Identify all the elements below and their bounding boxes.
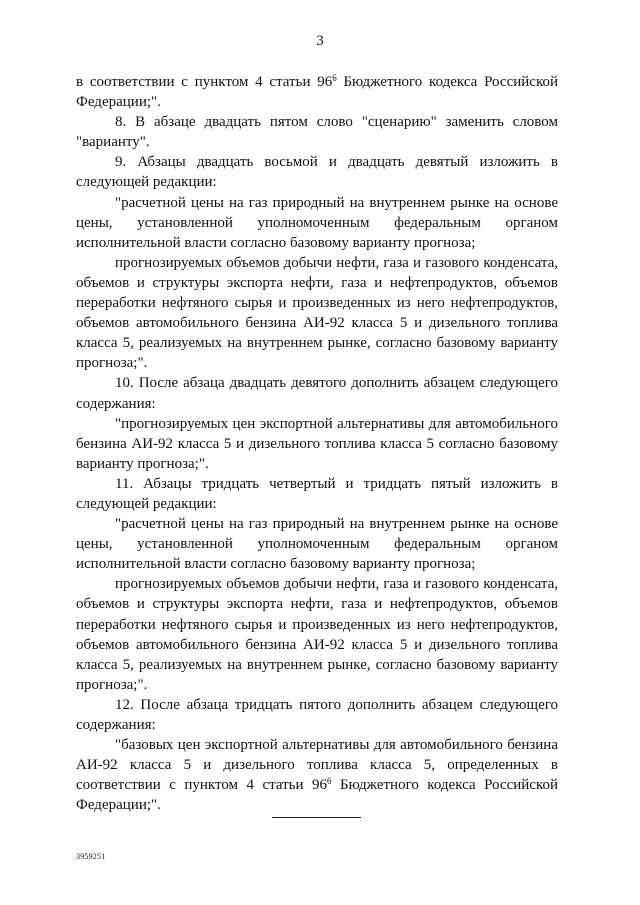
paragraph-item-11: 11. Абзацы тридцать четвертый и тридцать пятый изложить в следующей редакции:: [76, 475, 558, 512]
paragraph-quote-export-prices: "прогнозируемых цен экспортной альтернативы для автомобильного бензина АИ-92 класса 5 и дизельного топлива класса 5 согласно базовому варианту прогноза;".: [76, 415, 558, 472]
paragraph-item-10: 10. После абзаца двадцать девятого дополнить абзацем следующего содержания:: [76, 375, 558, 412]
superscript: 6: [327, 776, 332, 787]
paragraph-continuation: в соответствии с пунктом 4 статьи $96^6$ Бюджетного кодекса Российской Федерации;".: [76, 73, 558, 111]
paragraph-quote-volumes-2: прогнозируемых объемов добычи нефти, газа и газового конденсата, объемов и структуры экспорта нефти, газа и нефтепродуктов, объемов переработки нефтяного сырья и произведенных из него нефтепродуктов, объемов автомобильного бензина АИ-92 класса 5 и дизельного топлива класса 5, реализуемых на внутреннем рынке, согласно базовому варианту прогноза;".: [76, 576, 558, 693]
paragraph-quote-gas-price: "расчетной цены на газ природный на внутреннем рынке на основе цены, установленной уполномоченным федеральным органом исполнительной власти согласно базовому варианту прогноза;: [76, 194, 558, 251]
paragraph-quote-gas-price-2: "расчетной цены на газ природный на внутреннем рынке на основе цены, установленной уполномоченным федеральным органом исполнительной власти согласно базовому варианту прогноза;: [76, 516, 558, 573]
end-divider: [272, 817, 361, 818]
paragraph-item-9: 9. Абзацы двадцать восьмой и двадцать девятый изложить в следующей редакции:: [76, 154, 558, 191]
document-code: 3959251: [76, 852, 106, 861]
paragraph-item-8: 8. В абзаце двадцать пятом слово "сценарию" заменить словом "варианту".: [76, 114, 558, 151]
document-body: [76, 72, 558, 815]
paragraph-quote-base-prices: "базовых цен экспортной альтернативы для автомобильного бензина АИ-92 класса 5 и дизельного топлива класса 5, определенных в соответствии с пунктом 4 статьи $96^6$ Бюджетного кодекса Российской Федерации;".: [76, 737, 558, 814]
paragraph-item-12: 12. После абзаца тридцать пятого дополнить абзацем следующего содержания:: [76, 696, 558, 733]
paragraph-quote-volumes: прогнозируемых объемов добычи нефти, газа и газового конденсата, объемов и структуры экспорта нефти, газа и нефтепродуктов, объемов переработки нефтяного сырья и произведенных из него нефтепродуктов, объемов автомобильного бензина АИ-92 класса 5 и дизельного топлива класса 5, реализуемых на внутреннем рынке, согласно базовому варианту прогноза;".: [76, 254, 558, 372]
page-number: 3: [316, 33, 324, 49]
superscript: 6: [332, 73, 337, 83]
